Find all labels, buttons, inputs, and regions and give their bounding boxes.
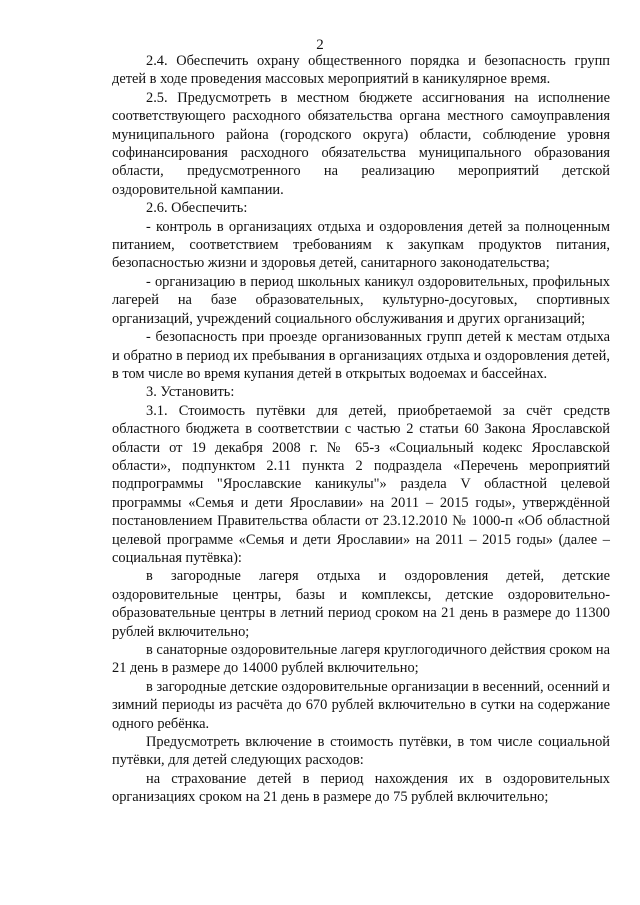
list-item-sanatorium-camps: в санаторные оздоровительные лагеря круглогодичного действия сроком на 21 день в размере до 14000 рублей включительно; (112, 642, 610, 677)
list-item-seasonal-camps: в загородные детские оздоровительные организации в весенний, осенний и зимний периоды из расчёта до 670 рублей включительно в сутки на содержание одного ребёнка. (112, 678, 610, 732)
list-item-safety: - безопасность при проезде организованных групп детей к местам отдыха и обратно в период их пребывания в организациях отдыха и оздоровления детей, в том числе во время купания детей в открытых водоемах и бассейнах. (112, 329, 610, 382)
list-item-organization: - организацию в период школьных каникул оздоровительных, профильных лагерей на базе образовательных, культурно-досуговых, спортивных организаций, учреждений социального обслуживания и других организаций; (112, 273, 610, 327)
paragraph-2-4: 2.4. Обеспечить охрану общественного порядка и безопасность групп детей в ходе проведения массовых мероприятий в каникулярное время. (112, 53, 610, 88)
page-number: 2 (316, 37, 324, 53)
document-body (112, 52, 610, 807)
paragraph-2-5: 2.5. Предусмотреть в местном бюджете ассигнования на исполнение соответствующего расходного обязательства органа местного самоуправления муниципального района (городского округа) области, соблюдение уровня софинансирования расходного обязательства муниципального образования области, предусмотренного на реализацию мероприятий детской оздоровительной кампании. (112, 89, 610, 198)
paragraph-3: 3. Установить: (146, 384, 235, 401)
paragraph-included-expenses: Предусмотреть включение в стоимость путёвки, в том числе социальной путёвки, для детей следующих расходов: (112, 734, 610, 769)
list-item-insurance: на страхование детей в период нахождения их в оздоровительных организациях сроком на 21 день в размере до 75 рублей включительно; (112, 770, 610, 806)
list-item-summer-camps: в загородные лагеря отдыха и оздоровления детей, детские оздоровительные центры, базы и комплексы, детские оздоровительно-образовательные центры в летний период сроком на 21 день в размере до 11300 рублей включительно; (112, 568, 610, 640)
paragraph-2-6: 2.6. Обеспечить: (146, 200, 248, 217)
list-item-control: - контроль в организациях отдыха и оздоровления детей за полноценным питанием, соответствием требованиям к закупкам продуктов питания, безопасностью жизни и здоровья детей, санитарного законодательства; (112, 218, 610, 272)
paragraph-3-1: 3.1. Стоимость путёвки для детей, приобретаемой за счёт средств областного бюджета в соответствии с частью 2 статьи 60 Закона Ярославской области от 19 декабря 2008 г. № 65-з «Социальный кодекс Ярославской области», подпунктом 2.11 пункта 2 подраздела «Перечень мероприятий подпрограммы "Ярославские каникулы"» раздела V областной целевой программы «Семья и дети Ярославии» на 2011 – 2015 годы», утверждённой постановлением Правительства области от 23.12.2010 № 1000-п «Об областной целевой программе «Семья и дети Ярославии» на 2011 – 2015 годы» (далее – социальная путёвка): (112, 402, 610, 566)
